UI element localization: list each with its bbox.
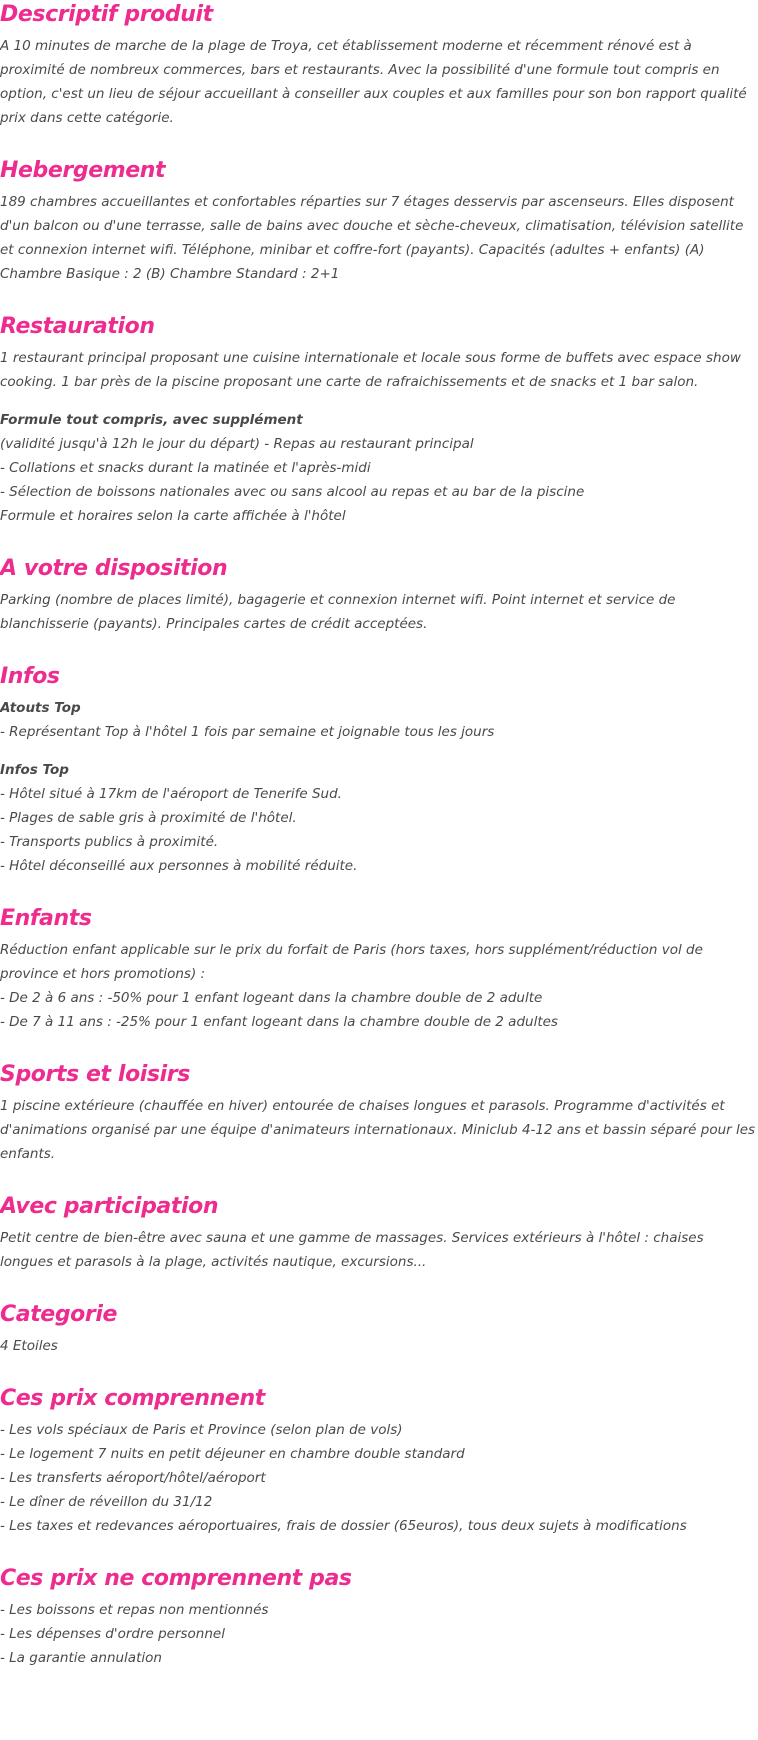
list-item: - De 7 à 11 ans : -25% pour 1 enfant logeant dans la chambre double de 2 adultes [0, 1014, 558, 1030]
list-item: - Représentant Top à l'hôtel 1 fois par semaine et joignable tous les jours [0, 724, 495, 740]
list-item: - Les transferts aéroport/hôtel/aéroport [0, 1470, 266, 1486]
section-categorie [0, 1300, 758, 1358]
list-item: (validité jusqu'à 12h le jour du départ) - Repas au restaurant principal [0, 436, 474, 452]
section-paragraph: 1 piscine extérieure (chauffée en hiver) entourée de chaises longues et parasols. Programme d'activités et d'animations organisé par une équipe d'animateurs internationaux. Miniclub 4-12 ans et bassin séparé pour les enfants. [0, 1098, 756, 1162]
section-infos [0, 662, 758, 878]
list-item: - Sélection de boissons nationales avec ou sans alcool au repas et au bar de la piscine [0, 484, 585, 500]
section-heading: Hebergement [0, 158, 166, 183]
list-item: - Hôtel déconseillé aux personnes à mobilité réduite. [0, 858, 358, 874]
included-list [0, 1418, 758, 1538]
list-item: - Les dépenses d'ordre personnel [0, 1626, 225, 1642]
list-item: - Hôtel situé à 17km de l'aéroport de Tenerife Sud. [0, 786, 342, 802]
section-enfants [0, 904, 758, 1034]
section-heading: Infos [0, 664, 60, 689]
section-paragraph: 4 Etoiles [0, 1338, 58, 1354]
atouts-top-block [0, 696, 758, 744]
list-item: Formule et horaires selon la carte affichée à l'hôtel [0, 508, 346, 524]
block-title: Formule tout compris, avec supplément [0, 412, 303, 428]
list-item: - Le logement 7 nuits en petit déjeuner en chambre double standard [0, 1446, 465, 1462]
all-inclusive-block [0, 408, 758, 528]
list-item: - Les boissons et repas non mentionnés [0, 1602, 269, 1618]
section-hebergement [0, 156, 758, 286]
section-paragraph: 1 restaurant principal proposant une cuisine internationale et locale sous forme de buffets avec espace show cooking. 1 bar près de la piscine proposant une carte de rafraichissements et de snacks et 1 bar salon. [0, 350, 741, 390]
excluded-list [0, 1598, 758, 1670]
section-participation [0, 1192, 758, 1274]
list-item: - Les taxes et redevances aéroportuaires, frais de dossier (65euros), tous deux sujets à modifications [0, 1518, 687, 1534]
list-item: - Transports publics à proximité. [0, 834, 219, 850]
children-list [0, 938, 758, 1034]
section-heading: Ces prix ne comprennent pas [0, 1566, 352, 1591]
list-item: - Collations et snacks durant la matinée et l'après-midi [0, 460, 371, 476]
list-item: - La garantie annulation [0, 1650, 162, 1666]
list-item: - Les vols spéciaux de Paris et Province (selon plan de vols) [0, 1422, 403, 1438]
list-item: - Le dîner de réveillon du 31/12 [0, 1494, 213, 1510]
section-heading: A votre disposition [0, 556, 228, 581]
list-item: - De 2 à 6 ans : -50% pour 1 enfant logeant dans la chambre double de 2 adulte [0, 990, 543, 1006]
section-paragraph: Parking (nombre de places limité), bagagerie et connexion internet wifi. Point internet et service de blanchisserie (payants). Principales cartes de crédit acceptées. [0, 592, 676, 632]
section-prix-comprennent [0, 1384, 758, 1538]
section-prix-ne-comprennent-pas [0, 1564, 758, 1670]
section-descriptif [0, 0, 758, 130]
section-heading: Ces prix comprennent [0, 1386, 265, 1411]
section-paragraph: Petit centre de bien-être avec sauna et une gamme de massages. Services extérieurs à l'hôtel : chaises longues et parasols à la plage, activités nautique, excursions... [0, 1230, 704, 1270]
infos-top-block [0, 758, 758, 878]
section-heading: Descriptif produit [0, 2, 213, 27]
section-disposition [0, 554, 758, 636]
section-sports [0, 1060, 758, 1166]
section-restauration [0, 312, 758, 528]
section-heading: Restauration [0, 314, 155, 339]
block-title: Atouts Top [0, 700, 81, 716]
section-heading: Sports et loisirs [0, 1062, 190, 1087]
section-paragraph: A 10 minutes de marche de la plage de Troya, cet établissement moderne et récemment rénové est à proximité de nombreux commerces, bars et restaurants. Avec la possibilité d'une formule tout compris en option, c'est un lieu de séjour accueillant à conseiller aux couples et aux familles pour son bon rapport qualité prix dans cette catégorie. [0, 38, 747, 126]
section-heading: Categorie [0, 1302, 118, 1327]
section-heading: Avec participation [0, 1194, 219, 1219]
section-heading: Enfants [0, 906, 92, 931]
section-paragraph: 189 chambres accueillantes et confortables réparties sur 7 étages desservis par ascenseurs. Elles disposent d'un balcon ou d'une terrasse, salle de bains avec douche et sèche-cheveux, climatisation, télévision satellite et connexion internet wifi. Téléphone, minibar et coffre-fort (payants). Capacités (adultes + enfants) (A) Chambre Basique : 2 (B) Chambre Standard : 2+1 [0, 194, 744, 282]
list-item: - Plages de sable gris à proximité de l'hôtel. [0, 810, 297, 826]
block-title: Infos Top [0, 762, 69, 778]
list-item: Réduction enfant applicable sur le prix du forfait de Paris (hors taxes, hors supplément/réduction vol de province et hors promotions) : [0, 942, 703, 982]
